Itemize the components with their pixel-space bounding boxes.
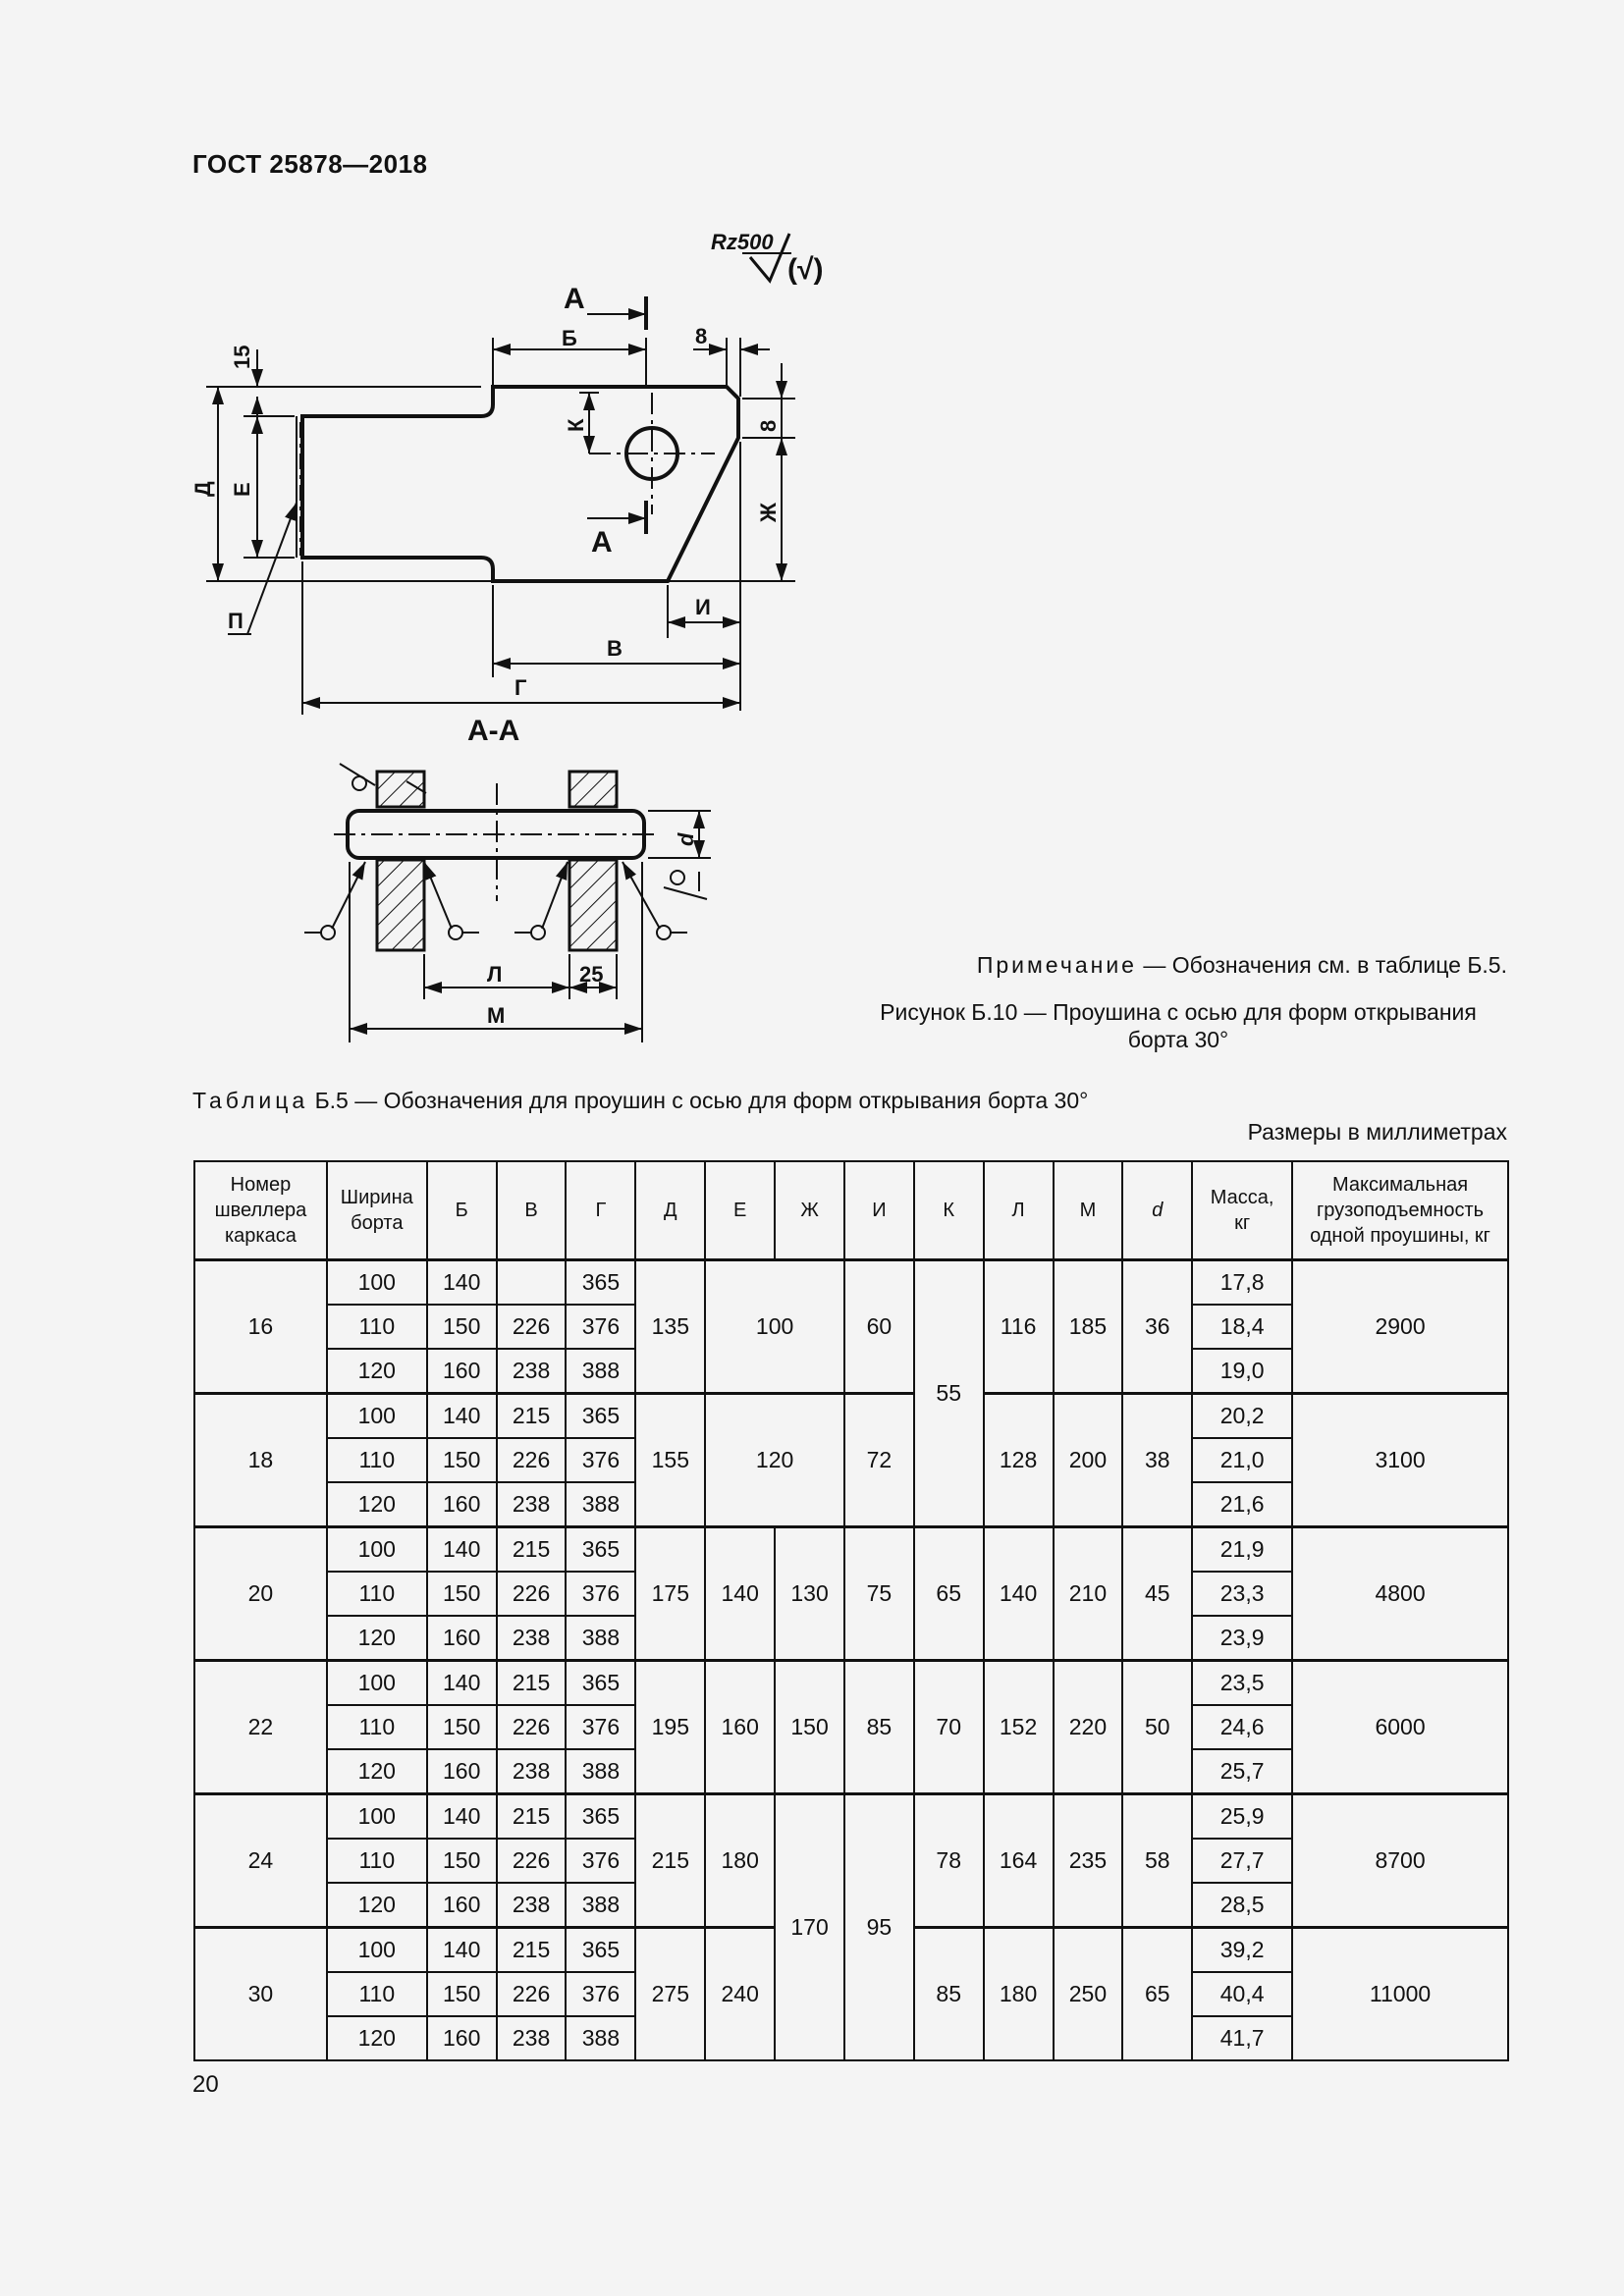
cell-mass: 18,4: [1192, 1305, 1292, 1349]
table-row: [194, 1260, 1508, 1306]
cell-v: 238: [497, 1616, 567, 1661]
cell-i: 72: [844, 1394, 914, 1527]
cell-dd: 45: [1122, 1527, 1192, 1661]
table-caption-text: Б.5 — Обозначения для проушин с осью для форм открывания борта 30°: [308, 1088, 1089, 1113]
cell-g: 388: [566, 1349, 635, 1394]
cell-v: 226: [497, 1839, 567, 1883]
cell-m: 235: [1054, 1794, 1123, 1928]
header-b: Б: [427, 1161, 497, 1260]
cell-load: 6000: [1292, 1661, 1508, 1794]
cell-channel: 30: [194, 1928, 327, 2061]
header-l: Л: [984, 1161, 1054, 1260]
cell-width: 100: [327, 1394, 427, 1439]
cell-b: 160: [427, 1349, 497, 1394]
header-zh: Ж: [775, 1161, 844, 1260]
cell-width: 120: [327, 1616, 427, 1661]
header-i: И: [844, 1161, 914, 1260]
cell-b: 140: [427, 1661, 497, 1706]
cell-g: 365: [566, 1794, 635, 1840]
dim-label-zh: Ж: [756, 503, 781, 522]
cell-l: 164: [984, 1794, 1054, 1928]
note-text: — Обозначения см. в таблице Б.5.: [1136, 952, 1507, 978]
table-header-row: [194, 1161, 1508, 1260]
cell-i: 60: [844, 1260, 914, 1394]
cell-g: 376: [566, 1438, 635, 1482]
cell-b: 150: [427, 1572, 497, 1616]
cell-v: 226: [497, 1438, 567, 1482]
cell-k: 55: [914, 1260, 984, 1527]
dim-label-15: 15: [230, 345, 254, 369]
dim-label-8-side: 8: [756, 419, 781, 432]
dim-label-d-small: d: [674, 832, 698, 846]
cell-g: 388: [566, 1749, 635, 1794]
header-side-width: Ширина борта: [327, 1161, 427, 1260]
cell-width: 110: [327, 1572, 427, 1616]
cell-m: 210: [1054, 1527, 1123, 1661]
cell-mass: 23,5: [1192, 1661, 1292, 1706]
cell-dd: 58: [1122, 1794, 1192, 1928]
cell-g: 388: [566, 1616, 635, 1661]
cell-width: 100: [327, 1527, 427, 1573]
cell-v: 238: [497, 1349, 567, 1394]
cell-mass: 17,8: [1192, 1260, 1292, 1306]
header-mass: Масса, кг: [1192, 1161, 1292, 1260]
cell-width: 110: [327, 1705, 427, 1749]
figure-caption-line1: Рисунок Б.10 — Проушина с осью для форм открывания: [880, 999, 1477, 1025]
header-d: Д: [635, 1161, 705, 1260]
cell-channel: 20: [194, 1527, 327, 1661]
cell-e-zh: 100: [705, 1260, 844, 1394]
table-row: [194, 1527, 1508, 1573]
cell-b: 140: [427, 1794, 497, 1840]
cell-m: 200: [1054, 1394, 1123, 1527]
cell-b: 140: [427, 1394, 497, 1439]
cell-zh: 170: [775, 1794, 844, 2061]
cell-k: 78: [914, 1794, 984, 1928]
cell-b: 160: [427, 1482, 497, 1527]
cell-mass: 21,6: [1192, 1482, 1292, 1527]
cell-l: 180: [984, 1928, 1054, 2061]
cell-m: 185: [1054, 1260, 1123, 1394]
cell-mass: 41,7: [1192, 2016, 1292, 2060]
cell-mass: 23,3: [1192, 1572, 1292, 1616]
header-e: Е: [705, 1161, 775, 1260]
cell-b: 150: [427, 1972, 497, 2016]
cell-d: 135: [635, 1260, 705, 1394]
cell-mass: 39,2: [1192, 1928, 1292, 1973]
cell-l: 116: [984, 1260, 1054, 1394]
cell-width: 120: [327, 2016, 427, 2060]
figure-caption-line2: борта 30°: [1127, 1027, 1229, 1052]
cell-mass: 28,5: [1192, 1883, 1292, 1928]
cell-mass: 25,9: [1192, 1794, 1292, 1840]
dim-label-e: Е: [230, 482, 254, 497]
cell-i: 85: [844, 1661, 914, 1794]
cell-b: 160: [427, 1616, 497, 1661]
cell-mass: 21,9: [1192, 1527, 1292, 1573]
section-view: [334, 772, 658, 950]
dim-label-i: И: [695, 595, 711, 619]
cell-load: 8700: [1292, 1794, 1508, 1928]
technical-drawing: [0, 0, 1624, 1060]
cell-b: 150: [427, 1839, 497, 1883]
header-m: М: [1054, 1161, 1123, 1260]
cell-d: 175: [635, 1527, 705, 1661]
cell-mass: 19,0: [1192, 1349, 1292, 1394]
table-row: [194, 1661, 1508, 1706]
section-mark-top: А: [564, 283, 585, 315]
cell-load: 2900: [1292, 1260, 1508, 1394]
cell-g: 388: [566, 1883, 635, 1928]
cell-e-zh: 120: [705, 1394, 844, 1527]
cell-width: 110: [327, 1839, 427, 1883]
cell-v: 238: [497, 1749, 567, 1794]
standard-header: ГОСТ 25878—2018: [192, 149, 428, 179]
cell-channel: 16: [194, 1260, 327, 1394]
cell-mass: 40,4: [1192, 1972, 1292, 2016]
cell-v: 215: [497, 1928, 567, 1973]
cell-dd: 36: [1122, 1260, 1192, 1394]
cell-width: 120: [327, 1349, 427, 1394]
cell-v: 238: [497, 2016, 567, 2060]
cell-zh: 150: [775, 1661, 844, 1794]
cell-width: 100: [327, 1661, 427, 1706]
dim-label-v: В: [607, 636, 623, 661]
cell-dd: 65: [1122, 1928, 1192, 2061]
cell-channel: 22: [194, 1661, 327, 1794]
cell-l: 140: [984, 1527, 1054, 1661]
cell-k: 65: [914, 1527, 984, 1661]
cell-b: 160: [427, 1883, 497, 1928]
cell-dd: 38: [1122, 1394, 1192, 1527]
cell-v: 215: [497, 1661, 567, 1706]
cell-d: 275: [635, 1928, 705, 2061]
cell-d: 215: [635, 1794, 705, 1928]
cell-g: 365: [566, 1928, 635, 1973]
cell-zh: 130: [775, 1527, 844, 1661]
roughness-value: Rz500: [711, 230, 774, 254]
cell-mass: 20,2: [1192, 1394, 1292, 1439]
cell-width: 100: [327, 1794, 427, 1840]
cell-g: 376: [566, 1305, 635, 1349]
header-v: В: [497, 1161, 567, 1260]
cell-mass: 27,7: [1192, 1839, 1292, 1883]
header-dd: d: [1122, 1161, 1192, 1260]
cell-v: [497, 1260, 567, 1306]
cell-b: 140: [427, 1928, 497, 1973]
section-title: А-А: [467, 715, 520, 747]
cell-b: 160: [427, 2016, 497, 2060]
cell-k: 85: [914, 1928, 984, 2061]
cell-width: 100: [327, 1260, 427, 1306]
table-units: Размеры в миллиметрах: [1247, 1119, 1507, 1145]
cell-v: 215: [497, 1394, 567, 1439]
cell-load: 4800: [1292, 1527, 1508, 1661]
table-caption-prefix: Таблица: [192, 1088, 309, 1113]
cell-i: 95: [844, 1794, 914, 2061]
cell-g: 365: [566, 1527, 635, 1573]
cell-i: 75: [844, 1527, 914, 1661]
section-dimensions: [304, 764, 711, 1042]
cell-v: 215: [497, 1527, 567, 1573]
cell-b: 150: [427, 1705, 497, 1749]
cell-v: 226: [497, 1305, 567, 1349]
cell-b: 150: [427, 1438, 497, 1482]
cell-d: 195: [635, 1661, 705, 1794]
cell-g: 365: [566, 1661, 635, 1706]
cell-load: 3100: [1292, 1394, 1508, 1527]
cell-g: 388: [566, 2016, 635, 2060]
cell-e: 160: [705, 1661, 775, 1794]
cell-v: 238: [497, 1482, 567, 1527]
dim-label-p: П: [228, 609, 244, 633]
cell-e: 140: [705, 1527, 775, 1661]
dim-label-g: Г: [514, 675, 527, 700]
cell-width: 100: [327, 1928, 427, 1973]
table-row: [194, 1794, 1508, 1840]
table-caption: [192, 1088, 1088, 1114]
cell-g: 376: [566, 1705, 635, 1749]
table-row: [194, 1394, 1508, 1439]
cell-width: 120: [327, 1883, 427, 1928]
cell-g: 376: [566, 1839, 635, 1883]
cell-b: 150: [427, 1305, 497, 1349]
cell-channel: 24: [194, 1794, 327, 1928]
cell-g: 376: [566, 1972, 635, 2016]
dim-label-m: М: [487, 1003, 506, 1028]
dim-label-25: 25: [579, 962, 604, 987]
cell-g: 365: [566, 1260, 635, 1306]
header-g: Г: [566, 1161, 635, 1260]
dim-label-l: Л: [487, 962, 503, 987]
cell-width: 110: [327, 1972, 427, 2016]
dimensions-table: [193, 1160, 1509, 2061]
cell-width: 110: [327, 1305, 427, 1349]
cell-mass: 23,9: [1192, 1616, 1292, 1661]
header-k: К: [914, 1161, 984, 1260]
dim-label-b: Б: [562, 326, 577, 350]
cell-width: 120: [327, 1749, 427, 1794]
dim-label-8-top: 8: [695, 324, 708, 348]
cell-e: 180: [705, 1794, 775, 1928]
page-number: 20: [192, 2071, 219, 2098]
cell-l: 128: [984, 1394, 1054, 1527]
roughness-extra: (√): [787, 253, 824, 286]
cell-width: 110: [327, 1438, 427, 1482]
cell-dd: 50: [1122, 1661, 1192, 1794]
header-channel-number: Номер швеллера каркаса: [194, 1161, 327, 1260]
cell-d: 155: [635, 1394, 705, 1527]
dim-label-k: К: [564, 418, 588, 432]
cell-v: 238: [497, 1883, 567, 1928]
figure-note: [977, 952, 1507, 979]
cell-v: 226: [497, 1972, 567, 2016]
cell-channel: 18: [194, 1394, 327, 1527]
plan-view: [302, 387, 738, 581]
cell-b: 160: [427, 1749, 497, 1794]
cell-l: 152: [984, 1661, 1054, 1794]
cell-b: 140: [427, 1260, 497, 1306]
cell-width: 120: [327, 1482, 427, 1527]
dim-label-d: Д: [190, 481, 215, 497]
cell-g: 376: [566, 1572, 635, 1616]
cell-mass: 21,0: [1192, 1438, 1292, 1482]
roughness-symbol: [711, 230, 823, 286]
cell-g: 365: [566, 1394, 635, 1439]
cell-e: 240: [705, 1928, 775, 2061]
cell-m: 220: [1054, 1661, 1123, 1794]
cell-k: 70: [914, 1661, 984, 1794]
cell-mass: 25,7: [1192, 1749, 1292, 1794]
header-load: Максимальная грузоподъемность одной проушины, кг: [1292, 1161, 1508, 1260]
cell-v: 226: [497, 1705, 567, 1749]
cell-v: 226: [497, 1572, 567, 1616]
cell-v: 215: [497, 1794, 567, 1840]
figure-caption: [844, 998, 1512, 1053]
note-prefix: Примечание: [976, 952, 1137, 978]
cell-g: 388: [566, 1482, 635, 1527]
cell-load: 11000: [1292, 1928, 1508, 2061]
cell-m: 250: [1054, 1928, 1123, 2061]
section-mark-bottom: А: [591, 526, 613, 559]
cell-b: 140: [427, 1527, 497, 1573]
cell-mass: 24,6: [1192, 1705, 1292, 1749]
